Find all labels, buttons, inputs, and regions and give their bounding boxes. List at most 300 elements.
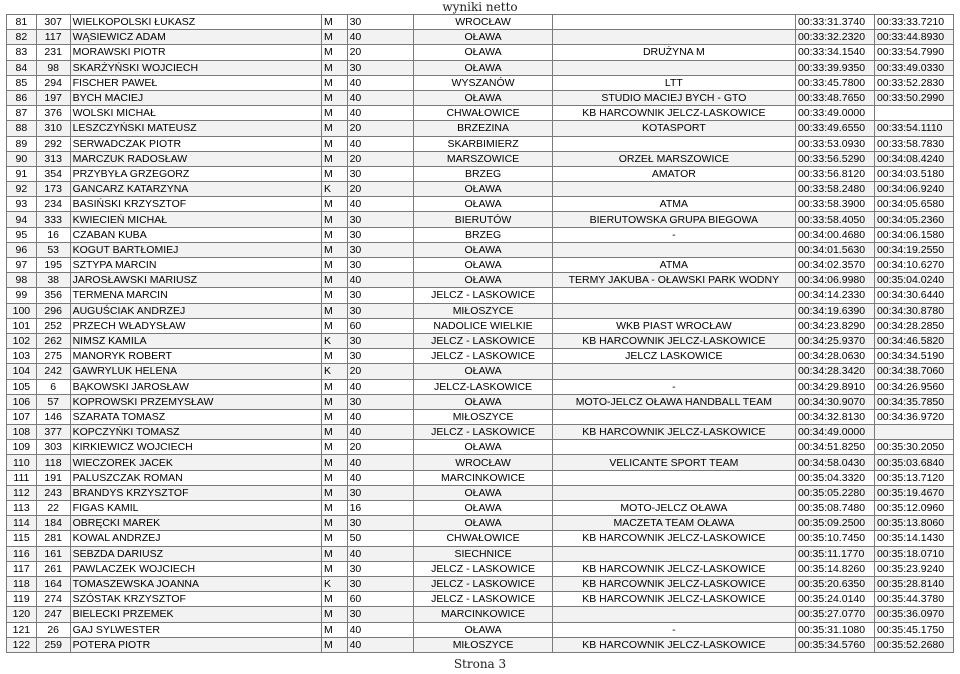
name-cell: WOLSKI MICHAŁ: [70, 106, 321, 121]
category-cell: 40: [347, 455, 414, 470]
club-cell: [552, 136, 795, 151]
city-cell: JELCZ - LASKOWICE: [414, 425, 553, 440]
place-cell: 117: [7, 561, 37, 576]
category-cell: 40: [347, 90, 414, 105]
net-time-cell: 00:35:14.8260: [795, 561, 874, 576]
club-cell: [552, 364, 795, 379]
net-time-cell: 00:35:20.6350: [795, 576, 874, 591]
net-time-cell: 00:33:58.2480: [795, 182, 874, 197]
sex-cell: M: [321, 501, 347, 516]
gross-time-cell: 00:33:52.2830: [874, 75, 953, 90]
bib-cell: 354: [36, 166, 70, 181]
sex-cell: M: [321, 197, 347, 212]
net-time-cell: 00:33:34.1540: [795, 45, 874, 60]
place-cell: 122: [7, 637, 37, 652]
name-cell: KIRKIEWICZ WOJCIECH: [70, 440, 321, 455]
club-cell: ATMA: [552, 197, 795, 212]
gross-time-cell: 00:34:38.7060: [874, 364, 953, 379]
sex-cell: M: [321, 485, 347, 500]
bib-cell: 313: [36, 151, 70, 166]
category-cell: 40: [347, 470, 414, 485]
category-cell: 20: [347, 121, 414, 136]
table-row: [7, 455, 954, 470]
club-cell: KB HARCOWNIK JELCZ-LASKOWICE: [552, 425, 795, 440]
city-cell: OŁAWA: [414, 90, 553, 105]
page-header: wyniki netto: [442, 0, 518, 14]
net-time-cell: 00:33:53.0930: [795, 136, 874, 151]
net-time-cell: 00:35:05.2280: [795, 485, 874, 500]
city-cell: CHWAŁOWICE: [414, 106, 553, 121]
category-cell: 30: [347, 258, 414, 273]
club-cell: KB HARCOWNIK JELCZ-LASKOWICE: [552, 106, 795, 121]
gross-time-cell: 00:34:46.5820: [874, 333, 953, 348]
name-cell: BASIŃSKI KRZYSZTOF: [70, 197, 321, 212]
net-time-cell: 00:35:10.7450: [795, 531, 874, 546]
club-cell: BIERUTOWSKA GRUPA BIEGOWA: [552, 212, 795, 227]
bib-cell: 53: [36, 242, 70, 257]
gross-time-cell: 00:33:44.8930: [874, 30, 953, 45]
net-time-cell: 00:34:49.0000: [795, 425, 874, 440]
club-cell: TERMY JAKUBA - OŁAWSKI PARK WODNY: [552, 273, 795, 288]
bib-cell: 117: [36, 30, 70, 45]
net-time-cell: 00:34:19.6390: [795, 303, 874, 318]
city-cell: NADOLICE WIELKIE: [414, 318, 553, 333]
category-cell: 40: [347, 546, 414, 561]
net-time-cell: 00:34:51.8250: [795, 440, 874, 455]
place-cell: 105: [7, 379, 37, 394]
city-cell: OŁAWA: [414, 30, 553, 45]
sex-cell: M: [321, 425, 347, 440]
sex-cell: M: [321, 106, 347, 121]
results-table: [6, 14, 954, 653]
category-cell: 40: [347, 425, 414, 440]
table-row: [7, 516, 954, 531]
gross-time-cell: 00:35:13.8060: [874, 516, 953, 531]
category-cell: 50: [347, 531, 414, 546]
category-cell: 40: [347, 106, 414, 121]
table-row: [7, 106, 954, 121]
club-cell: DRUŻYNA M: [552, 45, 795, 60]
category-cell: 16: [347, 501, 414, 516]
gross-time-cell: 00:35:52.2680: [874, 637, 953, 652]
sex-cell: M: [321, 531, 347, 546]
club-cell: LTT: [552, 75, 795, 90]
gross-time-cell: 00:34:34.5190: [874, 349, 953, 364]
table-row: [7, 182, 954, 197]
sex-cell: M: [321, 455, 347, 470]
bib-cell: 164: [36, 576, 70, 591]
name-cell: SEBZDA DARIUSZ: [70, 546, 321, 561]
sex-cell: M: [321, 242, 347, 257]
category-cell: 30: [347, 607, 414, 622]
club-cell: MOTO-JELCZ OŁAWA HANDBALL TEAM: [552, 394, 795, 409]
sex-cell: M: [321, 227, 347, 242]
place-cell: 85: [7, 75, 37, 90]
club-cell: [552, 440, 795, 455]
sex-cell: M: [321, 212, 347, 227]
net-time-cell: 00:35:09.2500: [795, 516, 874, 531]
city-cell: BRZEG: [414, 166, 553, 181]
net-time-cell: 00:35:08.7480: [795, 501, 874, 516]
city-cell: WYSZANÓW: [414, 75, 553, 90]
gross-time-cell: 00:34:05.6580: [874, 197, 953, 212]
page-footer: Strona 3: [453, 657, 507, 671]
club-cell: [552, 546, 795, 561]
sex-cell: M: [321, 637, 347, 652]
sex-cell: M: [321, 546, 347, 561]
city-cell: OŁAWA: [414, 394, 553, 409]
name-cell: TERMENA MARCIN: [70, 288, 321, 303]
place-cell: 118: [7, 576, 37, 591]
place-cell: 83: [7, 45, 37, 60]
bib-cell: 252: [36, 318, 70, 333]
gross-time-cell: 00:34:06.1580: [874, 227, 953, 242]
place-cell: 107: [7, 409, 37, 424]
city-cell: MARSZOWICE: [414, 151, 553, 166]
city-cell: BIERUTÓW: [414, 212, 553, 227]
table-row: [7, 607, 954, 622]
sex-cell: M: [321, 121, 347, 136]
bib-cell: 274: [36, 592, 70, 607]
gross-time-cell: 00:34:35.7850: [874, 394, 953, 409]
place-cell: 108: [7, 425, 37, 440]
category-cell: 40: [347, 409, 414, 424]
net-time-cell: 00:34:01.5630: [795, 242, 874, 257]
net-time-cell: 00:35:31.1080: [795, 622, 874, 637]
name-cell: GAWRYLUK HELENA: [70, 364, 321, 379]
gross-time-cell: 00:35:03.6840: [874, 455, 953, 470]
bib-cell: 377: [36, 425, 70, 440]
place-cell: 121: [7, 622, 37, 637]
table-row: [7, 197, 954, 212]
net-time-cell: 00:34:58.0430: [795, 455, 874, 470]
net-time-cell: 00:34:06.9980: [795, 273, 874, 288]
city-cell: OŁAWA: [414, 60, 553, 75]
gross-time-cell: 00:35:44.3780: [874, 592, 953, 607]
table-row: [7, 45, 954, 60]
name-cell: GANCARZ KATARZYNA: [70, 182, 321, 197]
bib-cell: 6: [36, 379, 70, 394]
table-row: [7, 637, 954, 652]
city-cell: OŁAWA: [414, 242, 553, 257]
category-cell: 30: [347, 394, 414, 409]
table-row: [7, 75, 954, 90]
table-row: [7, 258, 954, 273]
city-cell: WROCŁAW: [414, 15, 553, 30]
name-cell: KOPCZYŃKI TOMASZ: [70, 425, 321, 440]
net-time-cell: 00:34:25.9370: [795, 333, 874, 348]
sex-cell: M: [321, 318, 347, 333]
bib-cell: 197: [36, 90, 70, 105]
sex-cell: M: [321, 258, 347, 273]
name-cell: SERWADCZAK PIOTR: [70, 136, 321, 151]
net-time-cell: 00:35:27.0770: [795, 607, 874, 622]
bib-cell: 146: [36, 409, 70, 424]
net-time-cell: 00:34:02.3570: [795, 258, 874, 273]
table-row: [7, 576, 954, 591]
club-cell: MOTO-JELCZ OŁAWA: [552, 501, 795, 516]
table-row: [7, 242, 954, 257]
name-cell: SZÓSTAK KRZYSZTOF: [70, 592, 321, 607]
club-cell: WKB PIAST WROCŁAW: [552, 318, 795, 333]
club-cell: AMATOR: [552, 166, 795, 181]
category-cell: 30: [347, 333, 414, 348]
table-row: [7, 151, 954, 166]
category-cell: 40: [347, 622, 414, 637]
bib-cell: 259: [36, 637, 70, 652]
club-cell: [552, 30, 795, 45]
gross-time-cell: 00:35:23.9240: [874, 561, 953, 576]
city-cell: CHWAŁOWICE: [414, 531, 553, 546]
net-time-cell: 00:33:48.7650: [795, 90, 874, 105]
category-cell: 30: [347, 212, 414, 227]
name-cell: BYCH MACIEJ: [70, 90, 321, 105]
bib-cell: 26: [36, 622, 70, 637]
place-cell: 88: [7, 121, 37, 136]
sex-cell: M: [321, 561, 347, 576]
sex-cell: M: [321, 592, 347, 607]
club-cell: [552, 485, 795, 500]
category-cell: 40: [347, 273, 414, 288]
club-cell: KB HARCOWNIK JELCZ-LASKOWICE: [552, 561, 795, 576]
net-time-cell: 00:33:45.7800: [795, 75, 874, 90]
club-cell: [552, 470, 795, 485]
bib-cell: 307: [36, 15, 70, 30]
net-time-cell: 00:34:23.8290: [795, 318, 874, 333]
table-row: [7, 485, 954, 500]
city-cell: JELCZ - LASKOWICE: [414, 349, 553, 364]
sex-cell: M: [321, 409, 347, 424]
category-cell: 30: [347, 576, 414, 591]
place-cell: 96: [7, 242, 37, 257]
name-cell: POTERA PIOTR: [70, 637, 321, 652]
club-cell: [552, 242, 795, 257]
sex-cell: M: [321, 440, 347, 455]
sex-cell: M: [321, 15, 347, 30]
name-cell: PRZYBYŁA GRZEGORZ: [70, 166, 321, 181]
sex-cell: M: [321, 30, 347, 45]
place-cell: 95: [7, 227, 37, 242]
bib-cell: 234: [36, 197, 70, 212]
place-cell: 86: [7, 90, 37, 105]
gross-time-cell: 00:33:54.7990: [874, 45, 953, 60]
name-cell: SKARŻYŃSKI WOJCIECH: [70, 60, 321, 75]
place-cell: 91: [7, 166, 37, 181]
bib-cell: 195: [36, 258, 70, 273]
name-cell: BIELECKI PRZEMEK: [70, 607, 321, 622]
city-cell: OŁAWA: [414, 501, 553, 516]
category-cell: 30: [347, 303, 414, 318]
gross-time-cell: 00:34:26.9560: [874, 379, 953, 394]
city-cell: BRZEZINA: [414, 121, 553, 136]
category-cell: 20: [347, 364, 414, 379]
club-cell: KB HARCOWNIK JELCZ-LASKOWICE: [552, 637, 795, 652]
net-time-cell: 00:33:32.2320: [795, 30, 874, 45]
table-row: [7, 273, 954, 288]
gross-time-cell: 00:34:08.4240: [874, 151, 953, 166]
name-cell: BRANDYS KRZYSZTOF: [70, 485, 321, 500]
name-cell: PALUSZCZAK ROMAN: [70, 470, 321, 485]
table-row: [7, 90, 954, 105]
sex-cell: K: [321, 333, 347, 348]
bib-cell: 262: [36, 333, 70, 348]
net-time-cell: 00:35:34.5760: [795, 637, 874, 652]
place-cell: 114: [7, 516, 37, 531]
club-cell: [552, 182, 795, 197]
name-cell: WIECZOREK JACEK: [70, 455, 321, 470]
table-row: [7, 333, 954, 348]
gross-time-cell: 00:33:33.7210: [874, 15, 953, 30]
name-cell: KOWAL ANDRZEJ: [70, 531, 321, 546]
place-cell: 101: [7, 318, 37, 333]
place-cell: 100: [7, 303, 37, 318]
gross-time-cell: 00:34:19.2550: [874, 242, 953, 257]
gross-time-cell: 00:35:30.2050: [874, 440, 953, 455]
net-time-cell: 00:34:00.4680: [795, 227, 874, 242]
sex-cell: M: [321, 151, 347, 166]
net-time-cell: 00:34:28.0630: [795, 349, 874, 364]
bib-cell: 22: [36, 501, 70, 516]
bib-cell: 57: [36, 394, 70, 409]
place-cell: 116: [7, 546, 37, 561]
place-cell: 111: [7, 470, 37, 485]
net-time-cell: 00:34:32.8130: [795, 409, 874, 424]
city-cell: MARCINKOWICE: [414, 470, 553, 485]
name-cell: SZTYPA MARCIN: [70, 258, 321, 273]
net-time-cell: 00:34:29.8910: [795, 379, 874, 394]
city-cell: JELCZ - LASKOWICE: [414, 592, 553, 607]
club-cell: MACZETA TEAM OŁAWA: [552, 516, 795, 531]
club-cell: KOTASPORT: [552, 121, 795, 136]
club-cell: -: [552, 379, 795, 394]
net-time-cell: 00:33:56.8120: [795, 166, 874, 181]
club-cell: VELICANTE SPORT TEAM: [552, 455, 795, 470]
city-cell: BRZEG: [414, 227, 553, 242]
city-cell: OŁAWA: [414, 258, 553, 273]
sex-cell: M: [321, 303, 347, 318]
bib-cell: 310: [36, 121, 70, 136]
club-cell: JELCZ LASKOWICE: [552, 349, 795, 364]
gross-time-cell: 00:33:58.7830: [874, 136, 953, 151]
table-row: [7, 288, 954, 303]
city-cell: JELCZ-LASKOWICE: [414, 379, 553, 394]
sex-cell: M: [321, 379, 347, 394]
city-cell: OŁAWA: [414, 182, 553, 197]
place-cell: 99: [7, 288, 37, 303]
sex-cell: M: [321, 288, 347, 303]
name-cell: KOGUT BARTŁOMIEJ: [70, 242, 321, 257]
category-cell: 40: [347, 637, 414, 652]
name-cell: WIELKOPOLSKI ŁUKASZ: [70, 15, 321, 30]
gross-time-cell: 00:34:28.2850: [874, 318, 953, 333]
gross-time-cell: 00:35:45.1750: [874, 622, 953, 637]
table-row: [7, 166, 954, 181]
sex-cell: M: [321, 516, 347, 531]
city-cell: OŁAWA: [414, 440, 553, 455]
gross-time-cell: 00:35:13.7120: [874, 470, 953, 485]
place-cell: 110: [7, 455, 37, 470]
club-cell: -: [552, 227, 795, 242]
category-cell: 60: [347, 318, 414, 333]
gross-time-cell: 00:34:05.2360: [874, 212, 953, 227]
bib-cell: 98: [36, 60, 70, 75]
bib-cell: 16: [36, 227, 70, 242]
sex-cell: K: [321, 576, 347, 591]
category-cell: 30: [347, 561, 414, 576]
place-cell: 109: [7, 440, 37, 455]
net-time-cell: 00:33:49.6550: [795, 121, 874, 136]
category-cell: 20: [347, 151, 414, 166]
table-row: [7, 440, 954, 455]
city-cell: JELCZ - LASKOWICE: [414, 561, 553, 576]
name-cell: CZABAN KUBA: [70, 227, 321, 242]
city-cell: OŁAWA: [414, 197, 553, 212]
name-cell: GAJ SYLWESTER: [70, 622, 321, 637]
sex-cell: K: [321, 182, 347, 197]
city-cell: OŁAWA: [414, 45, 553, 60]
category-cell: 40: [347, 197, 414, 212]
club-cell: [552, 607, 795, 622]
place-cell: 89: [7, 136, 37, 151]
gross-time-cell: 00:35:28.8140: [874, 576, 953, 591]
table-row: [7, 501, 954, 516]
net-time-cell: 00:33:58.3900: [795, 197, 874, 212]
category-cell: 30: [347, 242, 414, 257]
sex-cell: M: [321, 273, 347, 288]
place-cell: 115: [7, 531, 37, 546]
place-cell: 94: [7, 212, 37, 227]
sex-cell: M: [321, 60, 347, 75]
city-cell: WROCŁAW: [414, 455, 553, 470]
bib-cell: 184: [36, 516, 70, 531]
place-cell: 82: [7, 30, 37, 45]
bib-cell: 38: [36, 273, 70, 288]
table-row: [7, 409, 954, 424]
table-row: [7, 622, 954, 637]
gross-time-cell: 00:35:12.0960: [874, 501, 953, 516]
category-cell: 30: [347, 166, 414, 181]
club-cell: KB HARCOWNIK JELCZ-LASKOWICE: [552, 576, 795, 591]
name-cell: AUGUŚCIAK ANDRZEJ: [70, 303, 321, 318]
bib-cell: 191: [36, 470, 70, 485]
club-cell: [552, 409, 795, 424]
net-time-cell: 00:33:58.4050: [795, 212, 874, 227]
name-cell: JAROSŁAWSKI MARIUSZ: [70, 273, 321, 288]
name-cell: PAWLACZEK WOJCIECH: [70, 561, 321, 576]
gross-time-cell: 00:33:50.2990: [874, 90, 953, 105]
bib-cell: 296: [36, 303, 70, 318]
gross-time-cell: 00:35:36.0970: [874, 607, 953, 622]
category-cell: 30: [347, 485, 414, 500]
bib-cell: 118: [36, 455, 70, 470]
category-cell: 20: [347, 45, 414, 60]
bib-cell: 161: [36, 546, 70, 561]
sex-cell: M: [321, 622, 347, 637]
gross-time-cell: 00:34:10.6270: [874, 258, 953, 273]
table-row: [7, 561, 954, 576]
place-cell: 97: [7, 258, 37, 273]
name-cell: KOPROWSKI PRZEMYSŁAW: [70, 394, 321, 409]
sex-cell: K: [321, 364, 347, 379]
gross-time-cell: 00:35:04.0240: [874, 273, 953, 288]
bib-cell: 303: [36, 440, 70, 455]
club-cell: [552, 60, 795, 75]
name-cell: MORAWSKI PIOTR: [70, 45, 321, 60]
table-row: [7, 470, 954, 485]
bib-cell: 294: [36, 75, 70, 90]
sex-cell: M: [321, 75, 347, 90]
bib-cell: 242: [36, 364, 70, 379]
